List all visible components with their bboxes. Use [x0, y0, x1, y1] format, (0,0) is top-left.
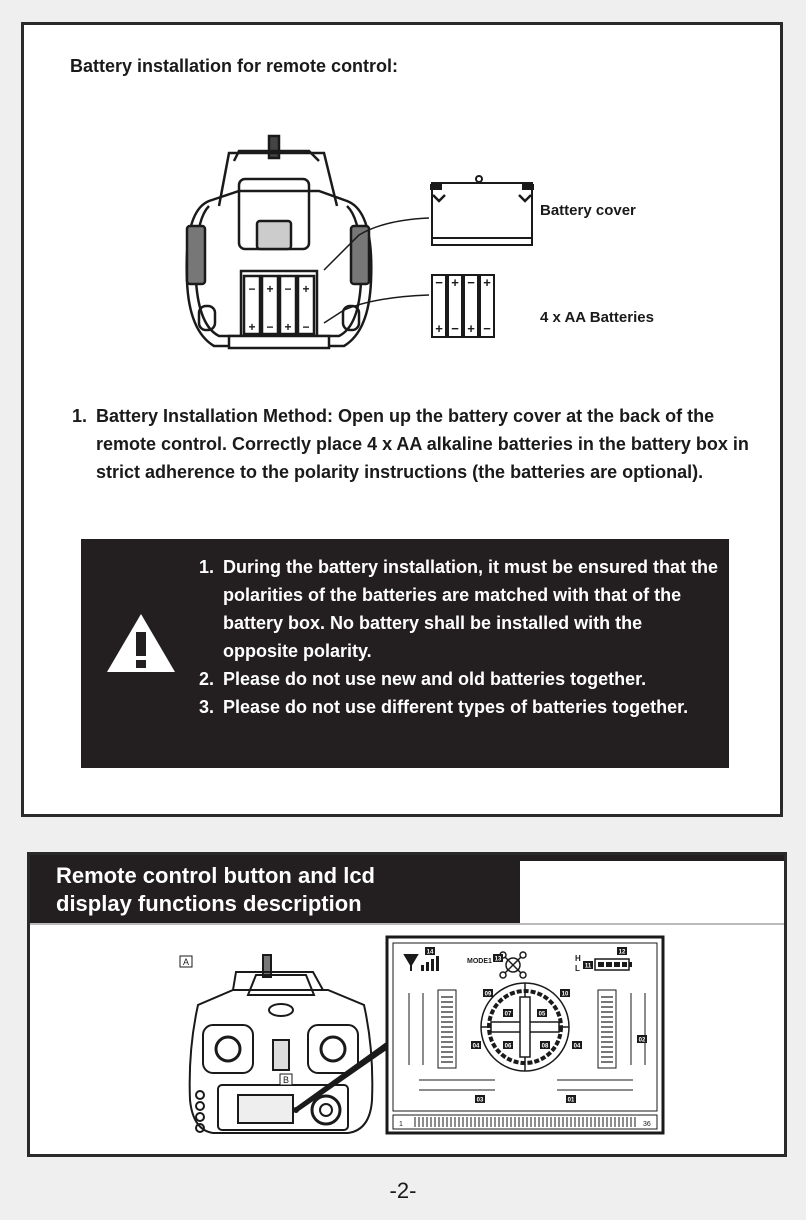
lcd-description-panel [27, 852, 787, 1157]
warning-text: During the battery installation, it must be ensured that the polarities of the batteries are matched with that of the battery box. No battery shall be installed with the opposite polarity. [223, 557, 719, 661]
lcd-display-diagram [385, 935, 665, 1135]
scale-end: 36 [643, 1121, 651, 1128]
svg-text:+: + [302, 282, 310, 296]
high-indicator: H [575, 954, 581, 963]
page-number: -2- [389, 1178, 417, 1203]
batteries-label: 4 x AA Batteries [540, 309, 654, 326]
warning-number: 1. [199, 557, 215, 577]
svg-text:+: + [483, 275, 491, 290]
lcd-marker: 10 [561, 991, 569, 998]
aa-batteries-illustration [429, 273, 504, 341]
lcd-marker: 12 [618, 949, 626, 956]
banner-title-line2: display functions description [56, 891, 362, 916]
svg-text:+: + [248, 320, 256, 334]
warning-item [199, 693, 719, 721]
marker-b: B [282, 1075, 290, 1085]
svg-text:−: − [248, 282, 256, 296]
battery-installation-panel [21, 22, 783, 817]
banner-title-line1: Remote control button and lcd [56, 863, 375, 888]
svg-text:−: − [435, 275, 443, 290]
warning-item [199, 553, 719, 665]
lcd-marker: 04 [573, 1043, 581, 1050]
svg-text:−: − [284, 282, 292, 296]
svg-text:−: − [451, 321, 459, 336]
lcd-marker: 06 [504, 1043, 512, 1050]
warning-number: 3. [199, 697, 215, 717]
svg-text:−: − [302, 320, 310, 334]
lcd-marker: 03 [476, 1097, 484, 1104]
lcd-marker: 13 [494, 956, 502, 963]
warning-triangle-icon [105, 612, 177, 674]
marker-a: A [182, 957, 190, 967]
lcd-marker: 01 [567, 1097, 575, 1104]
warning-box [81, 539, 729, 768]
warning-number: 2. [199, 669, 215, 689]
method-number: 1. [72, 406, 88, 426]
remote-control-front-illustration [178, 950, 388, 1140]
svg-text:+: + [435, 321, 443, 336]
section-banner [30, 855, 520, 923]
banner-shadow [30, 923, 784, 925]
lcd-marker: 04 [472, 1043, 480, 1050]
battery-cover-illustration [429, 175, 539, 250]
svg-text:−: − [467, 275, 475, 290]
lcd-marker: 02 [638, 1037, 646, 1044]
warning-item [199, 665, 719, 693]
lcd-marker: 14 [426, 949, 434, 956]
lcd-marker: 07 [504, 1011, 512, 1018]
installation-method [72, 402, 762, 486]
svg-text:+: + [451, 275, 459, 290]
lcd-marker: 11 [584, 963, 592, 970]
svg-text:+: + [266, 282, 274, 296]
warning-list [199, 553, 719, 721]
section-title: Battery installation for remote control: [70, 56, 399, 76]
lcd-marker: 08 [541, 1043, 549, 1050]
scale-start: 1 [399, 1121, 403, 1128]
mode-text: MODE1 [467, 958, 492, 965]
battery-cover-label: Battery cover [540, 202, 636, 219]
svg-text:−: − [266, 320, 274, 334]
method-text: Battery Installation Method: Open up the battery cover at the back of the remote control. Correctly place 4 x AA alkaline batteries in the battery box in strict adherence to the polarity instructions (the batteries are optional). [96, 406, 749, 482]
lcd-marker: 09 [484, 991, 492, 998]
leader-lines [24, 25, 786, 425]
svg-text:+: + [467, 321, 475, 336]
low-indicator: L [575, 964, 580, 973]
warning-text: Please do not use new and old batteries together. [223, 669, 647, 689]
warning-text: Please do not use different types of batteries together. [223, 697, 689, 717]
svg-text:+: + [284, 320, 292, 334]
remote-control-back-illustration [179, 131, 379, 371]
lcd-marker: 05 [538, 1011, 546, 1018]
svg-text:−: − [483, 321, 491, 336]
